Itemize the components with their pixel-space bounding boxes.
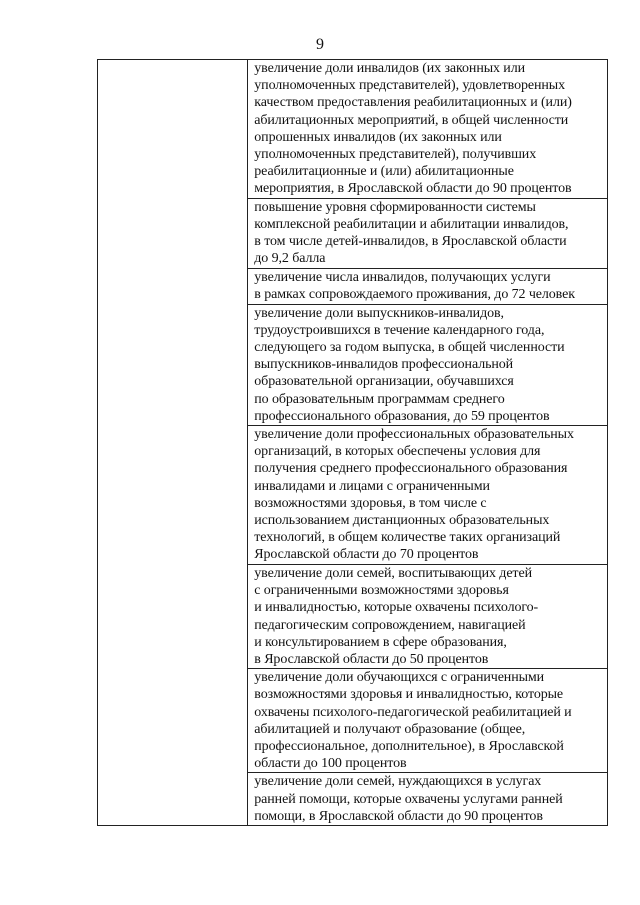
indicator-cell [248,60,608,199]
left-cell [98,60,248,826]
indicator-text: повышение уровня сформированности системы комплексной реабилитации и абилитации инвалидов, в том числе детей-инвалидов, в Ярославской области до 9,2 балла [254,199,569,267]
indicator-cell [248,565,608,669]
indicator-text: увеличение доли обучающихся с ограниченными возможностями здоровья и инвалидностью, которые охвачены психолого-педагогической реабилитацией и абилитацией и получают образование (общее, профессиональное, дополнительное), в Ярославской области до 100 процентов [254,670,572,772]
indicator-cell [248,773,608,826]
indicator-text: увеличение доли семей, воспитывающих детей с ограниченными возможностями здоровья и инвалидностью, которые охвачены психолого- педагогическим сопровождением, навигацией и консультированием в сфере образования, в Ярославской области до 50 процентов [254,566,539,668]
indicator-cell [248,304,608,425]
indicator-text: увеличение доли семей, нуждающихся в услугах ранней помощи, которые охвачены услугами ранней помощи, в Ярославской области до 90 процентов [254,774,563,824]
indicator-cell [248,198,608,268]
indicator-text: увеличение доли инвалидов (их законных или уполномоченных представителей), удовлетворенных качеством предоставления реабилитационных и (или) абилитационных мероприятий, в общей численности опрошенных инвалидов (их законных или уполномоченных представителей), получивших реабилитационные и (или) абилитационные мероприятия, в Ярославской области до 90 процентов [254,61,572,197]
indicator-cell [248,669,608,773]
table-row [98,60,608,199]
page-number: 9 [316,36,324,53]
indicator-cell [248,268,608,304]
indicator-cell [248,426,608,565]
indicator-text: увеличение числа инвалидов, получающих услуги в рамках сопровождаемого проживания, до 72 человек [254,269,575,302]
indicator-text: увеличение доли профессиональных образовательных организаций, в которых обеспечены условия для получения среднего профессионального образования инвалидами и лицами с ограниченными возможностями здоровья, в том числе с использованием дистанционных образовательных технологий, в общем количестве таких организаций Ярославской области до 70 процентов [254,427,574,563]
indicators-table [97,59,608,826]
indicator-text: увеличение доли выпускников-инвалидов, трудоустроившихся в течение календарного года, следующего за годом выпуска, в общей численности выпускников-инвалидов профессиональной образовательной организации, обучавшихся по образовательным программам среднего профессионального образования, до 59 процентов [254,305,565,424]
